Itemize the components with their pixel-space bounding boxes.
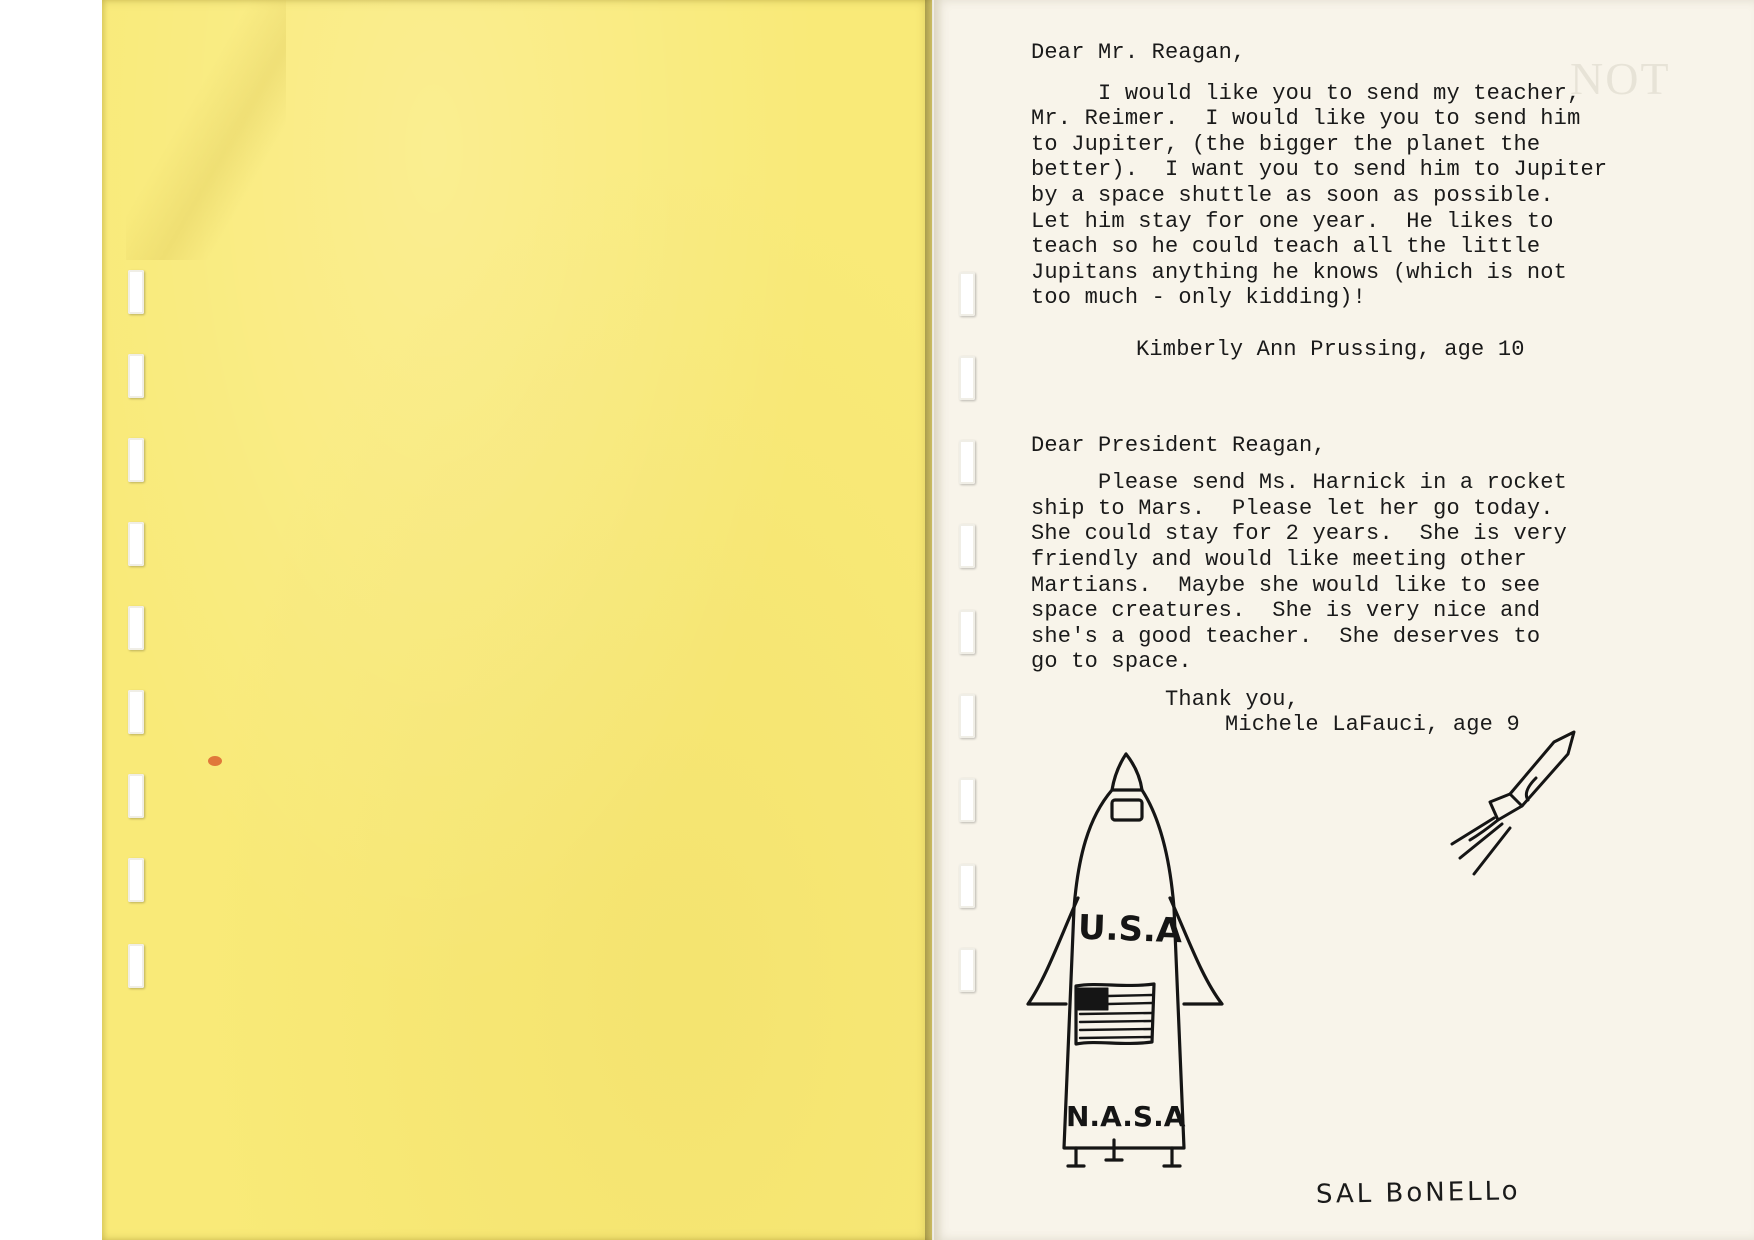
letter-1	[1031, 40, 1731, 363]
letter-line: too much - only kidding)!	[1031, 285, 1367, 311]
letters-block	[1031, 40, 1731, 738]
flag-icon	[1076, 984, 1154, 1044]
binding-hole	[959, 440, 975, 484]
letter-2	[1031, 433, 1731, 739]
letter-line: I would like you to send my teacher,	[1031, 80, 1581, 106]
letter-line: to Jupiter, (the bigger the planet the	[1031, 131, 1541, 157]
binding-hole	[959, 272, 975, 316]
binding-hole	[959, 778, 975, 822]
rocket-drawing	[1018, 748, 1238, 1168]
binding-hole	[128, 438, 144, 482]
rocket-leg	[1164, 1148, 1180, 1166]
binding-hole	[128, 354, 144, 398]
letter-line: She could stay for 2 years. She is very	[1031, 521, 1568, 547]
letter-line: teach so he could teach all the little	[1031, 234, 1541, 260]
letter-line: she's a good teacher. She deserves to	[1031, 623, 1541, 649]
spine-shadow	[925, 0, 943, 1240]
binding-hole	[959, 948, 975, 992]
binding-hole	[959, 610, 975, 654]
letter-line: by a space shuttle as soon as possible.	[1031, 182, 1554, 208]
letter-greeting: Dear Mr. Reagan,	[1031, 40, 1246, 65]
paper-crease	[126, 0, 286, 260]
binding-hole	[959, 524, 975, 568]
letter-line: go to space.	[1031, 649, 1192, 675]
binding-hole	[959, 864, 975, 908]
small-rocket-fin	[1490, 794, 1522, 820]
letter-signature: Kimberly Ann Prussing, age 10	[1136, 336, 1525, 362]
rocket-leg	[1068, 1148, 1084, 1166]
rocket-leg	[1106, 1140, 1122, 1160]
rocket-label-nasa: N.A.S.A	[1066, 1100, 1186, 1133]
rocket-nose-cone	[1112, 754, 1142, 790]
letter-line: Martians. Maybe she would like to see	[1031, 572, 1541, 598]
letter-closing: Thank you,	[1165, 686, 1300, 712]
binding-hole	[128, 944, 144, 988]
binding-hole	[128, 774, 144, 818]
letter-greeting: Dear President Reagan,	[1031, 432, 1326, 458]
small-rocket-body	[1510, 732, 1574, 806]
letter-line: Jupitans anything he knows (which is not	[1031, 259, 1568, 285]
binding-hole	[959, 694, 975, 738]
red-stain	[208, 756, 222, 766]
rocket-body	[1064, 790, 1184, 1148]
small-rocket-exhaust	[1452, 818, 1510, 874]
rocket-window	[1112, 800, 1142, 820]
binding-hole	[128, 522, 144, 566]
rocket-label-usa: U.S.A	[1077, 907, 1183, 952]
letter-line: ship to Mars. Please let her go today.	[1031, 495, 1554, 521]
artist-signature: SAL BoNELLo	[1315, 1176, 1521, 1210]
letter-line: friendly and would like meeting other	[1031, 546, 1527, 572]
binding-hole	[959, 356, 975, 400]
letter-line: better). I want you to send him to Jupiter	[1031, 157, 1608, 183]
letter-line: space creatures. She is very nice and	[1031, 598, 1541, 624]
binding-hole	[128, 690, 144, 734]
show-through-text: NOT	[1570, 53, 1671, 104]
small-rocket-drawing	[1418, 724, 1588, 894]
letter-signature: Michele LaFauci, age 9	[1225, 712, 1520, 738]
binding-hole	[128, 858, 144, 902]
binding-hole	[128, 270, 144, 314]
binding-hole	[128, 606, 144, 650]
letter-line: Let him stay for one year. He likes to	[1031, 208, 1554, 234]
letter-line: Please send Ms. Harnick in a rocket	[1031, 470, 1568, 496]
letter-line: Mr. Reimer. I would like you to send him	[1031, 106, 1581, 132]
